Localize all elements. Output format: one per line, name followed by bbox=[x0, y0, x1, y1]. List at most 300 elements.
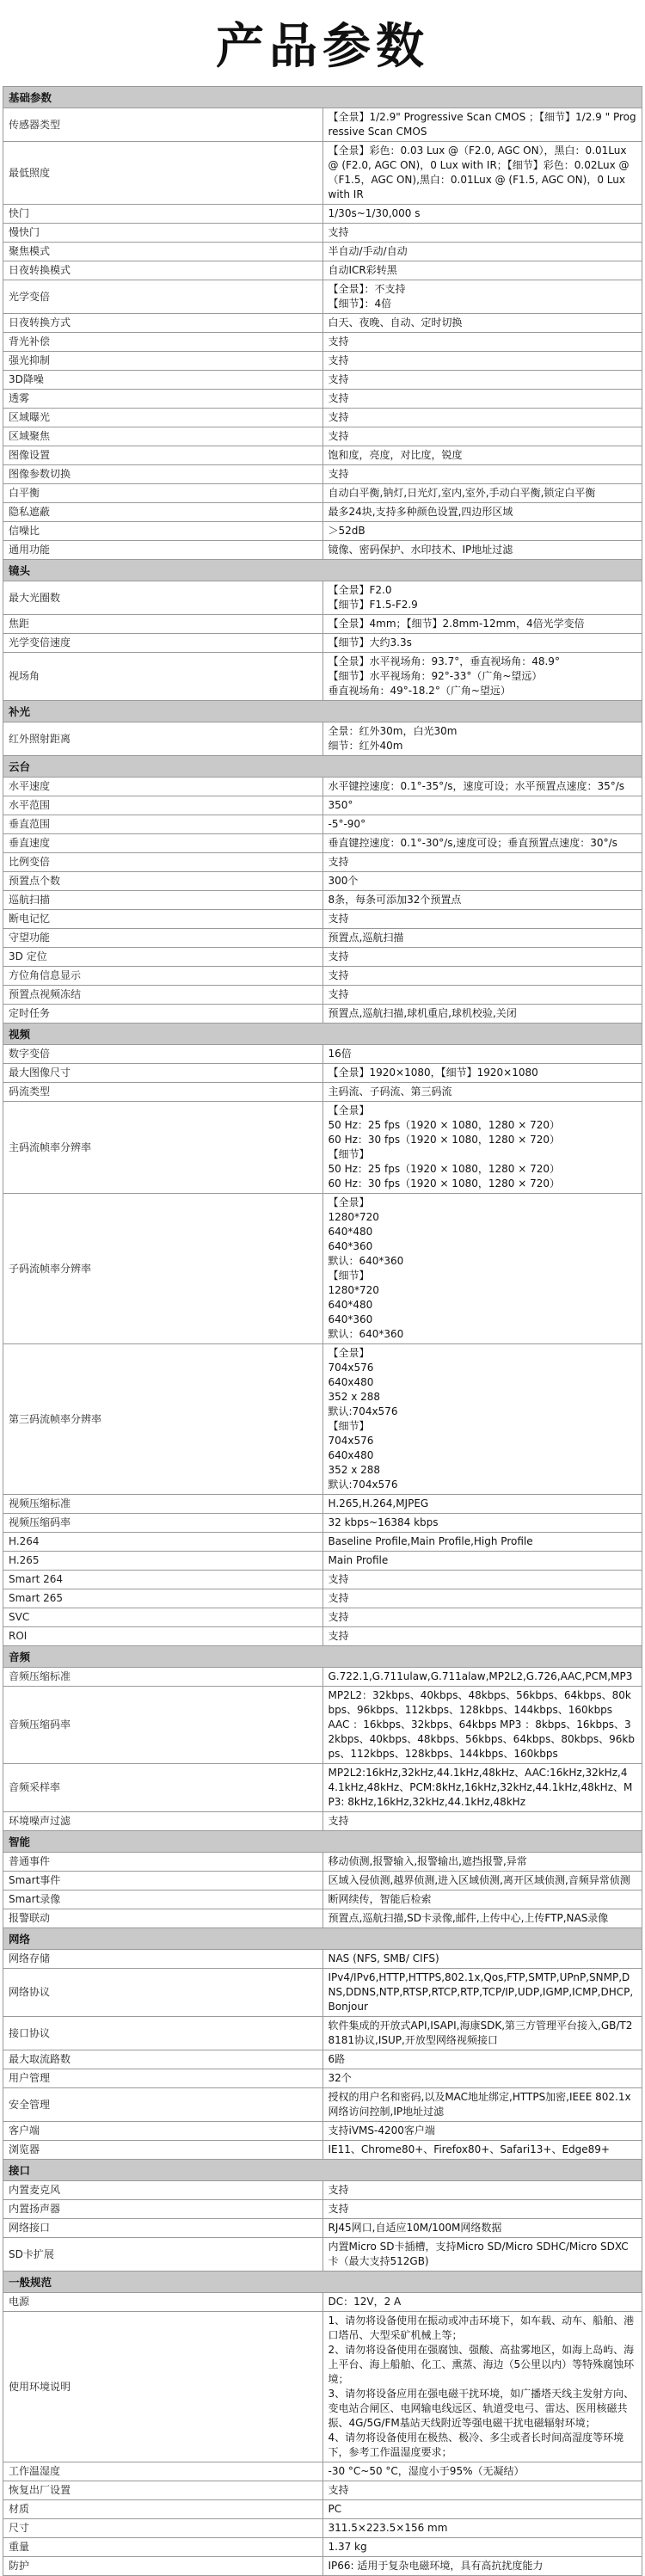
spec-value bbox=[322, 2462, 642, 2481]
spec-row bbox=[3, 2017, 642, 2050]
spec-value-line: 支持 bbox=[328, 988, 349, 1000]
spec-value bbox=[322, 2481, 642, 2500]
spec-value bbox=[322, 390, 642, 409]
spec-row bbox=[3, 1872, 642, 1891]
section-header bbox=[3, 2160, 642, 2181]
spec-key: 隐私遮蔽 bbox=[3, 503, 323, 522]
spec-value-line: 2、请勿将设备使用在强腐蚀、强酸、高盐雾地区，如海上岛屿、海上平台、海上船舶、化工、熏蒸、海边（5公里以内）等特殊腐蚀环境； bbox=[328, 2344, 635, 2385]
spec-key: 背光补偿 bbox=[3, 333, 323, 352]
spec-row bbox=[3, 465, 642, 484]
spec-key: 尺寸 bbox=[3, 2519, 323, 2538]
spec-key: 网络协议 bbox=[3, 1969, 323, 2017]
spec-value-line: 【全景】1920×1080，【细节】1920×1080 bbox=[328, 1067, 538, 1079]
spec-value bbox=[322, 834, 642, 853]
spec-key: 慢快门 bbox=[3, 224, 323, 243]
spec-row bbox=[3, 1005, 642, 1024]
spec-row bbox=[3, 872, 642, 891]
spec-key: 内置扬声器 bbox=[3, 2200, 323, 2219]
spec-row bbox=[3, 1687, 642, 1764]
section-title: 智能 bbox=[3, 1831, 642, 1853]
spec-value bbox=[322, 142, 642, 205]
spec-key: 数字变倍 bbox=[3, 1045, 323, 1064]
spec-row bbox=[3, 2088, 642, 2122]
spec-key: 音频采样率 bbox=[3, 1764, 323, 1812]
spec-key: 垂直速度 bbox=[3, 834, 323, 853]
spec-value-line: -30 °C~50 °C，湿度小于95%（无凝结） bbox=[328, 2465, 525, 2477]
spec-key: 图像参数切换 bbox=[3, 465, 323, 484]
spec-value bbox=[322, 1668, 642, 1687]
spec-value-line: 支持 bbox=[328, 392, 349, 404]
spec-value bbox=[322, 224, 642, 243]
spec-key: 网络存储 bbox=[3, 1950, 323, 1969]
spec-row bbox=[3, 1608, 642, 1627]
spec-row bbox=[3, 581, 642, 615]
spec-value-line: 640*360 bbox=[328, 1313, 373, 1325]
section-header bbox=[3, 560, 642, 581]
spec-value bbox=[322, 1571, 642, 1589]
spec-value-line: 640x480 bbox=[328, 1376, 374, 1388]
spec-key: 聚焦模式 bbox=[3, 243, 323, 261]
spec-value-line: 授权的用户名和密码,以及MAC地址绑定,HTTPS加密,IEEE 802.1x网络访问控制,IP地址过滤 bbox=[328, 2091, 631, 2118]
spec-value-line: 【细节】 bbox=[328, 1420, 370, 1432]
spec-value bbox=[322, 333, 642, 352]
spec-key: 图像设置 bbox=[3, 446, 323, 465]
spec-row bbox=[3, 541, 642, 560]
spec-key: 最大光圈数 bbox=[3, 581, 323, 615]
spec-value bbox=[322, 1687, 642, 1764]
spec-row bbox=[3, 722, 642, 756]
spec-value-line: 断网续传，智能后检索 bbox=[328, 1893, 432, 1905]
spec-value-line: 默认:704x576 bbox=[328, 1479, 398, 1491]
spec-value bbox=[322, 1608, 642, 1627]
spec-value bbox=[322, 929, 642, 948]
spec-key: 码流类型 bbox=[3, 1083, 323, 1102]
spec-row bbox=[3, 390, 642, 409]
spec-value-line: 支持 bbox=[328, 2484, 349, 2496]
spec-value bbox=[322, 2050, 642, 2069]
spec-value-line: 水平键控速度：0.1°-35°/s，速度可设；水平预置点速度：35°/s bbox=[328, 780, 625, 792]
spec-row bbox=[3, 929, 642, 948]
spec-key: H.264 bbox=[3, 1533, 323, 1552]
spec-row bbox=[3, 522, 642, 541]
spec-value-line: 支持 bbox=[328, 373, 349, 385]
spec-row bbox=[3, 2538, 642, 2557]
spec-key: 恢复出厂设置 bbox=[3, 2481, 323, 2500]
spec-key: 视场角 bbox=[3, 653, 323, 701]
spec-row bbox=[3, 261, 642, 280]
section-header bbox=[3, 2272, 642, 2293]
spec-key: Smart 265 bbox=[3, 1589, 323, 1608]
spec-value-line: 垂直键控速度：0.1°-30°/s,速度可设；垂直预置点速度：30°/s bbox=[328, 837, 617, 849]
spec-value-line: 支持 bbox=[328, 1573, 349, 1585]
spec-value bbox=[322, 1950, 642, 1969]
spec-row bbox=[3, 280, 642, 314]
spec-value-line: 352 x 288 bbox=[328, 1391, 381, 1403]
spec-value bbox=[322, 653, 642, 701]
spec-row bbox=[3, 834, 642, 853]
section-title: 一般规范 bbox=[3, 2272, 642, 2293]
spec-value-line: 1/30s~1/30,000 s bbox=[328, 207, 421, 219]
spec-row bbox=[3, 2050, 642, 2069]
spec-value-line: 60 Hz：30 fps（1920 × 1080，1280 × 720） bbox=[328, 1177, 560, 1190]
spec-value-line: IPv4/IPv6,HTTP,HTTPS,802.1x,Qos,FTP,SMTP,UPnP,SNMP,DNS,DDNS,NTP,RTSP,RTCP,RTP,TCP/IP,UDP,IGMP,ICMP,DHCP,Bonjour bbox=[328, 1971, 634, 2013]
spec-value-line: DC：12V，2 A bbox=[328, 2296, 402, 2308]
spec-value-line: 白天、夜晚、自动、定时切换 bbox=[328, 317, 463, 329]
spec-key: 最大图像尺寸 bbox=[3, 1064, 323, 1083]
spec-value bbox=[322, 465, 642, 484]
spec-value-line: NAS (NFS, SMB/ CIFS) bbox=[328, 1952, 439, 1964]
spec-key: 材质 bbox=[3, 2500, 323, 2519]
spec-value-line: 【细节】 bbox=[328, 1270, 370, 1282]
spec-key: 比例变倍 bbox=[3, 853, 323, 872]
spec-row bbox=[3, 352, 642, 371]
spec-value-line: 饱和度，亮度，对比度，锐度 bbox=[328, 449, 463, 461]
spec-value-line: 半自动/手动/自动 bbox=[328, 245, 408, 257]
spec-value bbox=[322, 2519, 642, 2538]
spec-value bbox=[322, 853, 642, 872]
spec-value-line: 细节：红外40m bbox=[328, 740, 403, 752]
spec-key: 透雾 bbox=[3, 390, 323, 409]
spec-value bbox=[322, 2238, 642, 2272]
spec-row bbox=[3, 615, 642, 634]
spec-key: 视频压缩码率 bbox=[3, 1514, 323, 1533]
spec-key: 第三码流帧率分辨率 bbox=[3, 1344, 323, 1495]
spec-key: 最大取流路数 bbox=[3, 2050, 323, 2069]
spec-value bbox=[322, 722, 642, 756]
section-title: 镜头 bbox=[3, 560, 642, 581]
spec-value-line: 1280*720 bbox=[328, 1284, 379, 1296]
spec-value-line: 300个 bbox=[328, 875, 359, 887]
spec-value-line: 默认:704x576 bbox=[328, 1405, 398, 1417]
spec-value-line: 350° bbox=[328, 799, 353, 811]
spec-row bbox=[3, 1083, 642, 1102]
spec-row bbox=[3, 2500, 642, 2519]
spec-value bbox=[322, 446, 642, 465]
spec-value bbox=[322, 1627, 642, 1646]
spec-value-line: MP2L2:16kHz,32kHz,44.1kHz,48kHz、AAC:16kHz,32kHz,44.1kHz,48kHz、PCM:8kHz,16kHz,32kHz,44.1kHz,48kHz、MP3: 8kHz,16kHz,32kHz,44.1kHz,48kHz bbox=[328, 1767, 633, 1808]
spec-value-line: 1、请勿将设备使用在振动或冲击环境下，如车载、动车、船舶、港口塔吊、大型采矿机械上等； bbox=[328, 2315, 635, 2341]
spec-value-line: 640x480 bbox=[328, 1449, 374, 1461]
spec-value-line: 支持 bbox=[328, 1611, 349, 1623]
spec-value-line: 预置点,巡航扫描,球机重启,球机校验,关闭 bbox=[328, 1007, 517, 1019]
spec-value bbox=[322, 910, 642, 929]
spec-value-line: 3、请勿将设备应用在强电磁干扰环境，如广播塔天线主发射方向、变电站合闸区、电网输电线远区、轨道受电弓、雷达、医用核磁共振、4G/5G/FM基站天线附近等强电磁干扰电磁辐射环境； bbox=[328, 2388, 635, 2429]
spec-value bbox=[322, 1552, 642, 1571]
spec-value bbox=[322, 872, 642, 891]
spec-value-line: 6路 bbox=[328, 2053, 346, 2065]
spec-value-line: 支持 bbox=[328, 335, 349, 347]
section-title: 视频 bbox=[3, 1024, 642, 1045]
spec-value-line: 全景：红外30m，白光30m bbox=[328, 725, 458, 737]
spec-key: 通用功能 bbox=[3, 541, 323, 560]
spec-key: 音频压缩标准 bbox=[3, 1668, 323, 1687]
spec-value-line: 【细节】：4倍 bbox=[328, 298, 392, 310]
spec-value-line: 预置点,巡航扫描 bbox=[328, 931, 404, 944]
page-title: 产品参数 bbox=[216, 19, 429, 75]
spec-value-line: IP66: 适用于复杂电磁环境，具有高抗扰度能力 bbox=[328, 2560, 544, 2572]
spec-value bbox=[322, 615, 642, 634]
spec-value-line: 【全景】 bbox=[328, 1104, 370, 1116]
spec-value-line: 【全景】F2.0 bbox=[328, 584, 392, 596]
spec-value bbox=[322, 1891, 642, 1909]
spec-key: H.265 bbox=[3, 1552, 323, 1571]
spec-value-line: 移动侦测,报警输入,报警输出,遮挡报警,异常 bbox=[328, 1855, 527, 1867]
spec-value-line: 640*480 bbox=[328, 1226, 373, 1238]
spec-value bbox=[322, 2500, 642, 2519]
spec-key: 区域聚焦 bbox=[3, 427, 323, 446]
spec-value bbox=[322, 261, 642, 280]
spec-row bbox=[3, 2069, 642, 2088]
spec-row bbox=[3, 1891, 642, 1909]
spec-value-line: 默认：640*360 bbox=[328, 1255, 404, 1267]
spec-value bbox=[322, 1589, 642, 1608]
spec-value-line: 【细节】水平视场角：92°-33°（广角~望远） bbox=[328, 670, 543, 682]
spec-value-line: 50 Hz：25 fps（1920 × 1080，1280 × 720） bbox=[328, 1119, 560, 1131]
spec-row bbox=[3, 778, 642, 796]
spec-key: 区域曝光 bbox=[3, 409, 323, 427]
spec-value bbox=[322, 1495, 642, 1514]
spec-value-line: 640*480 bbox=[328, 1299, 373, 1311]
spec-row bbox=[3, 1589, 642, 1608]
spec-row bbox=[3, 484, 642, 503]
spec-key: 内置麦克风 bbox=[3, 2181, 323, 2200]
spec-key: 子码流帧率分辨率 bbox=[3, 1194, 323, 1344]
spec-row bbox=[3, 446, 642, 465]
spec-key: 3D 定位 bbox=[3, 948, 323, 967]
spec-row bbox=[3, 815, 642, 834]
section-title: 网络 bbox=[3, 1928, 642, 1950]
spec-row bbox=[3, 986, 642, 1005]
spec-value-line: 支持 bbox=[328, 950, 349, 962]
spec-value-line: ＞52dB bbox=[328, 525, 366, 537]
spec-value-line: 支持 bbox=[328, 856, 349, 868]
spec-key: 重量 bbox=[3, 2538, 323, 2557]
spec-row bbox=[3, 427, 642, 446]
spec-key: 巡航扫描 bbox=[3, 891, 323, 910]
section-header bbox=[3, 1928, 642, 1950]
spec-row bbox=[3, 2238, 642, 2272]
spec-key: 电源 bbox=[3, 2293, 323, 2312]
spec-row bbox=[3, 2481, 642, 2500]
spec-key: 水平速度 bbox=[3, 778, 323, 796]
spec-value-line: 最多24块,支持多种颜色设置,四边形区域 bbox=[328, 506, 513, 518]
section-title: 接口 bbox=[3, 2160, 642, 2181]
spec-value-line: 支持iVMS-4200客户端 bbox=[328, 2124, 435, 2136]
spec-value-line: 704x576 bbox=[328, 1362, 374, 1374]
spec-key: 浏览器 bbox=[3, 2141, 323, 2160]
spec-key: 视频压缩标准 bbox=[3, 1495, 323, 1514]
spec-value-line: 8条，每条可添加32个预置点 bbox=[328, 894, 462, 906]
spec-row bbox=[3, 503, 642, 522]
spec-key: 安全管理 bbox=[3, 2088, 323, 2122]
spec-value bbox=[322, 2141, 642, 2160]
spec-value bbox=[322, 1969, 642, 2017]
spec-value-line: 默认：640*360 bbox=[328, 1328, 404, 1340]
section-title: 基础参数 bbox=[3, 87, 642, 108]
spec-value bbox=[322, 1344, 642, 1495]
spec-value bbox=[322, 778, 642, 796]
spec-key: SVC bbox=[3, 1608, 323, 1627]
spec-key: 日夜转换模式 bbox=[3, 261, 323, 280]
spec-value bbox=[322, 891, 642, 910]
spec-row bbox=[3, 2462, 642, 2481]
spec-row bbox=[3, 634, 642, 653]
spec-key: 光学变倍速度 bbox=[3, 634, 323, 653]
spec-row bbox=[3, 1950, 642, 1969]
spec-row bbox=[3, 1812, 642, 1831]
spec-row bbox=[3, 1064, 642, 1083]
spec-value bbox=[322, 1194, 642, 1344]
spec-value-line: 内置Micro SD卡插槽，支持Micro SD/Micro SDHC/Micro SDXC卡（最大支持512GB) bbox=[328, 2241, 629, 2267]
spec-value-line: 软件集成的开放式API,ISAPI,海康SDK,第三方管理平台接入,GB/T28181协议,ISUP,开放型网络视频接口 bbox=[328, 2020, 633, 2046]
spec-row bbox=[3, 2141, 642, 2160]
section-title: 补光 bbox=[3, 701, 642, 722]
spec-key: SD卡扩展 bbox=[3, 2238, 323, 2272]
section-header bbox=[3, 756, 642, 778]
spec-value-line: 16倍 bbox=[328, 1048, 352, 1060]
spec-value bbox=[322, 280, 642, 314]
spec-value-line: 32 kbps~16384 kbps bbox=[328, 1516, 439, 1528]
section-header bbox=[3, 701, 642, 722]
spec-value bbox=[322, 1045, 642, 1064]
spec-row bbox=[3, 409, 642, 427]
spec-key: 网络接口 bbox=[3, 2219, 323, 2238]
spec-value bbox=[322, 967, 642, 986]
spec-key: 光学变倍 bbox=[3, 280, 323, 314]
spec-value-line: 【全景】彩色：0.03 Lux @（F2.0, AGC ON），黑白：0.01Lux @ (F2.0, AGC ON)，0 Lux with IR；【细节】彩色：0.02Lux @（F1.5，AGC ON),黑白：0.01Lux @ (F1.5, AGC ON)，0 Lux with IR bbox=[328, 144, 630, 200]
section-header bbox=[3, 1831, 642, 1853]
spec-key: 使用环境说明 bbox=[3, 2312, 323, 2462]
spec-row bbox=[3, 108, 642, 142]
spec-row bbox=[3, 2181, 642, 2200]
spec-value bbox=[322, 1853, 642, 1872]
spec-value bbox=[322, 1102, 642, 1194]
spec-key: 预置点视频冻结 bbox=[3, 986, 323, 1005]
spec-row bbox=[3, 1627, 642, 1646]
spec-key: 强光抑制 bbox=[3, 352, 323, 371]
spec-key: Smart事件 bbox=[3, 1872, 323, 1891]
spec-key: 预置点个数 bbox=[3, 872, 323, 891]
spec-value-line: 支持 bbox=[328, 411, 349, 423]
spec-value bbox=[322, 2200, 642, 2219]
spec-key: 工作温湿度 bbox=[3, 2462, 323, 2481]
spec-value bbox=[322, 503, 642, 522]
spec-row bbox=[3, 2200, 642, 2219]
spec-row bbox=[3, 205, 642, 224]
spec-key: 守望功能 bbox=[3, 929, 323, 948]
spec-key: 3D降噪 bbox=[3, 371, 323, 390]
spec-row bbox=[3, 948, 642, 967]
spec-value bbox=[322, 2312, 642, 2462]
spec-key: 焦距 bbox=[3, 615, 323, 634]
spec-value bbox=[322, 314, 642, 333]
spec-value-line: 【全景】：不支持 bbox=[328, 283, 406, 295]
spec-value bbox=[322, 2293, 642, 2312]
spec-row bbox=[3, 1533, 642, 1552]
spec-value-line: PC bbox=[328, 2503, 342, 2515]
spec-row bbox=[3, 1668, 642, 1687]
spec-row bbox=[3, 371, 642, 390]
spec-value-line: 支持 bbox=[328, 430, 349, 442]
spec-key: 垂直范围 bbox=[3, 815, 323, 834]
spec-value-line: 预置点,巡航扫描,SD卡录像,邮件,上传中心,上传FTP,NAS录像 bbox=[328, 1912, 609, 1924]
spec-value-line: 垂直视场角：49°-18.2°（广角~望远） bbox=[328, 685, 511, 697]
spec-value-line: 支持 bbox=[328, 226, 349, 238]
section-header bbox=[3, 1646, 642, 1668]
spec-row bbox=[3, 1514, 642, 1533]
spec-row bbox=[3, 243, 642, 261]
spec-key: 报警联动 bbox=[3, 1909, 323, 1928]
spec-value bbox=[322, 1005, 642, 1024]
spec-row bbox=[3, 1552, 642, 1571]
spec-value bbox=[322, 1533, 642, 1552]
spec-value bbox=[322, 2088, 642, 2122]
spec-value-line: -5°-90° bbox=[328, 818, 366, 830]
spec-value-line: 支持 bbox=[328, 913, 349, 925]
section-header bbox=[3, 87, 642, 108]
section-title: 云台 bbox=[3, 756, 642, 778]
spec-value bbox=[322, 205, 642, 224]
spec-key: 快门 bbox=[3, 205, 323, 224]
spec-value bbox=[322, 409, 642, 427]
spec-value bbox=[322, 1083, 642, 1102]
spec-row bbox=[3, 142, 642, 205]
spec-key: 客户端 bbox=[3, 2122, 323, 2141]
spec-row bbox=[3, 2519, 642, 2538]
spec-value-line: Main Profile bbox=[328, 1554, 389, 1566]
spec-key: 方位角信息显示 bbox=[3, 967, 323, 986]
spec-value-line: 1280*720 bbox=[328, 1211, 379, 1223]
spec-row bbox=[3, 2312, 642, 2462]
spec-value-line: 311.5×223.5×156 mm bbox=[328, 2522, 448, 2534]
spec-value-line: 【全景】 bbox=[328, 1347, 370, 1359]
spec-key: 最低照度 bbox=[3, 142, 323, 205]
spec-key: 音频压缩码率 bbox=[3, 1687, 323, 1764]
spec-value-line: 自动ICR彩转黑 bbox=[328, 264, 397, 276]
spec-value-line: 【全景】4mm；【细节】2.8mm-12mm，4倍光学变倍 bbox=[328, 618, 585, 630]
spec-value bbox=[322, 581, 642, 615]
spec-row bbox=[3, 910, 642, 929]
spec-row bbox=[3, 1194, 642, 1344]
spec-value bbox=[322, 2538, 642, 2557]
spec-key: 信噪比 bbox=[3, 522, 323, 541]
spec-value bbox=[322, 243, 642, 261]
spec-row bbox=[3, 314, 642, 333]
spec-value-line: 主码流、子码流、第三码流 bbox=[328, 1085, 452, 1097]
spec-row bbox=[3, 853, 642, 872]
spec-value bbox=[322, 815, 642, 834]
spec-key: 红外照射距离 bbox=[3, 722, 323, 756]
spec-value-line: 支持 bbox=[328, 1815, 349, 1827]
spec-value-line: 352 x 288 bbox=[328, 1464, 381, 1476]
section-header bbox=[3, 1024, 642, 1045]
spec-value bbox=[322, 634, 642, 653]
spec-value-line: 【细节】 bbox=[328, 1148, 370, 1160]
spec-key: Smart 264 bbox=[3, 1571, 323, 1589]
spec-row bbox=[3, 891, 642, 910]
spec-value bbox=[322, 427, 642, 446]
spec-row bbox=[3, 2557, 642, 2576]
spec-value bbox=[322, 1064, 642, 1083]
spec-value-line: 支持 bbox=[328, 2184, 349, 2196]
spec-key: ROI bbox=[3, 1627, 323, 1646]
spec-value bbox=[322, 2017, 642, 2050]
spec-value bbox=[322, 2122, 642, 2141]
spec-key: 定时任务 bbox=[3, 1005, 323, 1024]
spec-value-line: 32个 bbox=[328, 2072, 352, 2084]
spec-value bbox=[322, 108, 642, 142]
spec-row bbox=[3, 796, 642, 815]
